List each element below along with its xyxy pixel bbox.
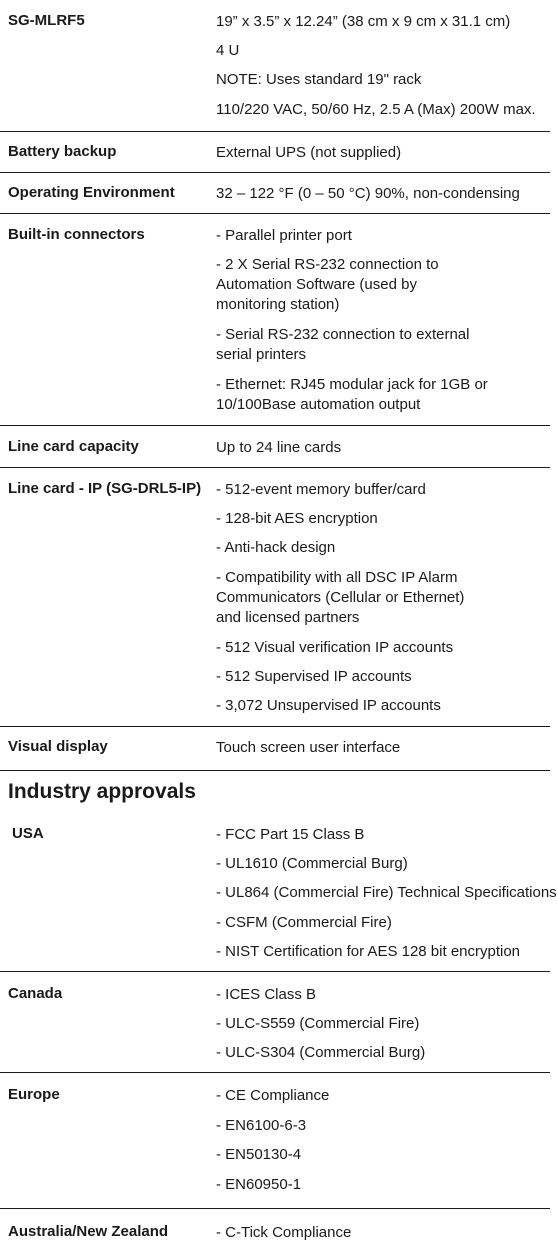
- approval-value: - CE Compliance: [216, 1087, 330, 1104]
- spec-value: - Serial RS-232 connection to external: [216, 326, 470, 343]
- spec-value: 32 – 122 °F (0 – 50 °C) 90%, non-condensing: [216, 185, 520, 202]
- approval-value: - EN6100-6-3: [216, 1117, 307, 1134]
- approval-value: - UL864 (Commercial Fire) Technical Specifications: [216, 884, 557, 901]
- spec-label-battery: Battery backup: [8, 143, 117, 160]
- spec-value: 110/220 VAC, 50/60 Hz, 2.5 A (Max) 200W max.: [216, 101, 536, 118]
- divider: [0, 726, 550, 727]
- spec-value: Touch screen user interface: [216, 739, 401, 756]
- spec-value: - Compatibility with all DSC IP Alarm: [216, 569, 458, 586]
- spec-value: - Anti-hack design: [216, 539, 336, 556]
- spec-value: 10/100Base automation output: [216, 396, 421, 413]
- spec-value: 19” x 3.5” x 12.24” (38 cm x 9 cm x 31.1 cm): [216, 13, 511, 30]
- spec-value: serial printers: [216, 346, 307, 363]
- spec-value: - 512 Visual verification IP accounts: [216, 639, 454, 656]
- divider: [0, 131, 550, 132]
- divider: [0, 425, 550, 426]
- spec-label-model: SG-MLRF5: [8, 12, 85, 29]
- approval-label-canada: Canada: [8, 985, 63, 1002]
- approval-value: - EN60950-1: [216, 1176, 302, 1193]
- spec-value: - Parallel printer port: [216, 227, 352, 244]
- spec-label-environment: Operating Environment: [8, 184, 175, 201]
- spec-label-connectors: Built-in connectors: [8, 226, 145, 243]
- spec-value: 4 U: [216, 42, 240, 59]
- section-title-approvals: Industry approvals: [8, 780, 196, 803]
- approval-value: - FCC Part 15 Class B: [216, 826, 365, 843]
- approval-value: - C-Tick Compliance: [216, 1224, 352, 1241]
- approval-label-europe: Europe: [8, 1086, 60, 1103]
- spec-value: - 512-event memory buffer/card: [216, 481, 426, 498]
- approval-value: - CSFM (Commercial Fire): [216, 914, 392, 931]
- spec-value: - 3,072 Unsupervised IP accounts: [216, 697, 441, 714]
- spec-label-display: Visual display: [8, 738, 108, 755]
- approval-value: - EN50130-4: [216, 1146, 302, 1163]
- spec-value: Up to 24 line cards: [216, 439, 342, 456]
- divider: [0, 213, 550, 214]
- approval-value: - ULC-S304 (Commercial Burg): [216, 1044, 426, 1061]
- divider: [0, 172, 550, 173]
- spec-value: - 2 X Serial RS-232 connection to: [216, 256, 439, 273]
- spec-value: monitoring station): [216, 296, 340, 313]
- approval-value: - ULC-S559 (Commercial Fire): [216, 1015, 420, 1032]
- spec-value: Automation Software (used by: [216, 276, 417, 293]
- spec-label-capacity: Line card capacity: [8, 438, 139, 455]
- approval-label-usa: USA: [12, 825, 44, 842]
- divider: [0, 1208, 550, 1209]
- divider: [0, 1072, 550, 1073]
- spec-value: Communicators (Cellular or Ethernet): [216, 589, 465, 606]
- spec-value: - 512 Supervised IP accounts: [216, 668, 412, 685]
- spec-value: and licensed partners: [216, 609, 360, 626]
- spec-value: - Ethernet: RJ45 modular jack for 1GB or: [216, 376, 488, 393]
- divider: [0, 770, 550, 771]
- approval-value: - UL1610 (Commercial Burg): [216, 855, 408, 872]
- spec-value: - 128-bit AES encryption: [216, 510, 378, 527]
- divider: [0, 971, 550, 972]
- spec-label-ip-card: Line card - IP (SG-DRL5-IP): [8, 480, 202, 497]
- spec-value: NOTE: Uses standard 19" rack: [216, 71, 422, 88]
- approval-value: - NIST Certification for AES 128 bit encryption: [216, 943, 521, 960]
- divider: [0, 467, 550, 468]
- approval-value: - ICES Class B: [216, 986, 317, 1003]
- approval-label-australia-nz: Australia/New Zealand: [8, 1223, 169, 1240]
- spec-value: External UPS (not supplied): [216, 144, 402, 161]
